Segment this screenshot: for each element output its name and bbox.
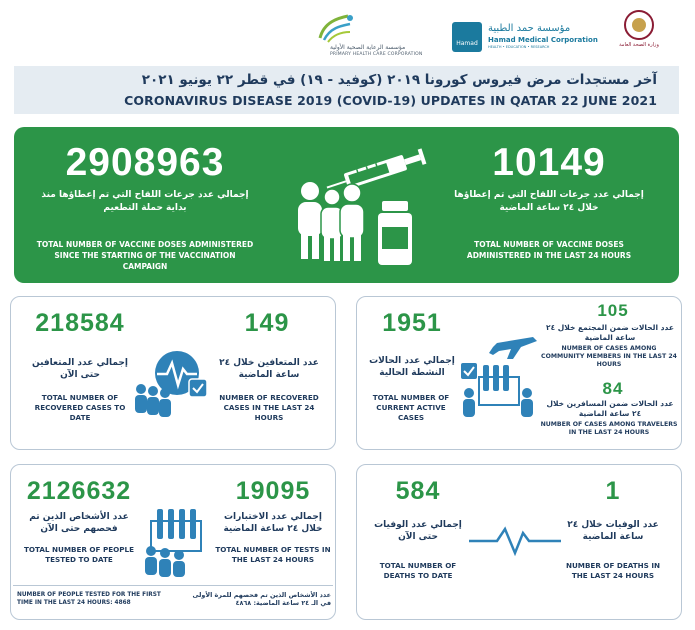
hmc-english-name: Hamad Medical Corporation (488, 36, 598, 44)
recovered-daily-arabic-label: عدد المتعافين خلال ٢٤ ساعة الماضية (219, 358, 319, 380)
recovered-card (10, 296, 336, 450)
deaths-total-english-label: TOTAL NUMBER OF DEATHS TO DATE (379, 561, 457, 580)
daily-tests-english-label: TOTAL NUMBER OF TESTS IN THE LAST 24 HOURS (215, 545, 331, 564)
community-cases-arabic-label: عدد الحالات ضمن المجتمع خلال ٢٤ ساعة الماضية (546, 323, 674, 342)
title-band (14, 66, 679, 114)
phcc-logo (300, 12, 440, 58)
recovered-total-value: 218584 (35, 309, 125, 337)
people-tested-value: 2126632 (26, 477, 132, 505)
test-tubes-people-icon (141, 499, 211, 577)
deaths-total-value: 584 (395, 477, 441, 505)
daily-doses-arabic-label: إجمالي عدد جرعات اللقاح التي تم إعطاؤها خلال ٢٤ ساعة الماضية (454, 190, 644, 213)
people-tested-english-label: TOTAL NUMBER OF PEOPLE TESTED TO DATE (24, 545, 134, 564)
title-arabic: آخر مستجدات مرض فيروس كورونا ٢٠١٩ (كوفيد - ١٩) في قطر ٢٢ يونيو ٢٠٢١ (141, 72, 657, 88)
recovered-daily-value: 149 (244, 309, 290, 337)
active-total-english-label: TOTAL NUMBER OF CURRENT ACTIVE CASES (372, 393, 450, 422)
active-cases-airplane-icon (459, 333, 541, 419)
community-cases-english-label: NUMBER OF CASES AMONG COMMUNITY MEMBERS IN THE LAST 24 HOURS (541, 345, 677, 368)
hmc-arabic-name: مؤسسة حمد الطبية (488, 23, 571, 34)
community-cases-value: 105 (597, 301, 629, 320)
first-time-tests-english: NUMBER OF PEOPLE TESTED FOR THE FIRST TIME IN THE LAST 24 HOURS: 4868 (17, 592, 161, 606)
tests-divider (13, 585, 333, 586)
active-total-arabic-label: إجمالي عدد الحالات النشطة الحالية (369, 356, 455, 378)
header (0, 0, 695, 62)
first-time-tests-arabic: عدد الأشخاص الذين تم فحصهم للمرة الأولى في الـ ٢٤ ساعة الماضية: ٤٨٦٨ (192, 591, 331, 607)
vaccine-card (14, 127, 679, 283)
tests-card (10, 464, 336, 620)
vaccination-people-icon (274, 139, 434, 269)
hmc-tagline: HEALTH • EDUCATION • RESEARCH (488, 45, 550, 49)
recovered-daily-english-label: NUMBER OF RECOVERED CASES IN THE LAST 24 HOURS (219, 393, 319, 422)
phcc-swirl-icon (314, 12, 354, 44)
total-doses-arabic-label: إجمالي عدد جرعات اللقاح التي تم إعطاؤها منذ بداية حملة التطعيم (41, 190, 249, 213)
deaths-daily-english-label: NUMBER OF DEATHS IN THE LAST 24 HOURS (565, 561, 661, 580)
traveler-cases-english-label: NUMBER OF CASES AMONG TRAVELERS IN THE LAST 24 HOURS (540, 421, 678, 436)
recovered-total-arabic-label: إجمالي عدد المتعافين حتى الآن (32, 358, 128, 380)
hmc-logo (452, 22, 598, 54)
recovered-people-icon (131, 341, 217, 419)
moph-emblem-icon (624, 10, 654, 40)
deaths-daily-arabic-label: عدد الوفيات خلال ٢٤ ساعة الماضية (567, 520, 659, 542)
moph-logo (616, 10, 662, 56)
people-tested-arabic-label: عدد الأشخاص الذين تم فحصهم حتى الآن (29, 512, 129, 534)
deaths-total-arabic-label: إجمالي عدد الوفيات حتى الآن (374, 520, 462, 542)
title-english: CORONAVIRUS DISEASE 2019 (COVID-19) UPDATES IN QATAR 22 JUNE 2021 (124, 93, 657, 108)
phcc-english-name: PRIMARY HEALTH CARE CORPORATION (330, 52, 423, 57)
phcc-arabic-name: مؤسسة الرعاية الصحية الأولية (330, 44, 406, 51)
daily-tests-value: 19095 (235, 477, 311, 505)
active-total-value: 1951 (382, 309, 442, 337)
deaths-card (356, 464, 682, 620)
recovered-total-english-label: TOTAL NUMBER OF RECOVERED CASES TO DATE (34, 393, 126, 422)
heartbeat-line-icon (469, 523, 561, 557)
total-doses-english-label: TOTAL NUMBER OF VACCINE DOSES ADMINISTERED SINCE THE STARTING OF THE VACCINATION CAMPAIGN (36, 240, 254, 271)
moph-arabic-name: وزارة الصحة العامة (619, 42, 659, 48)
traveler-cases-value: 84 (602, 379, 624, 398)
total-doses-value: 2908963 (65, 141, 225, 184)
deaths-daily-value: 1 (605, 477, 621, 505)
traveler-cases-arabic-label: عدد الحالات ضمن المسافرين خلال ٢٤ ساعة الماضية (546, 399, 674, 418)
hmc-emblem: Hamad (452, 22, 482, 52)
active-cases-card (356, 296, 682, 450)
daily-doses-value: 10149 (492, 141, 606, 184)
daily-tests-arabic-label: إجمالي عدد الاختبارات خلال ٢٤ ساعة الماضية (223, 512, 323, 534)
daily-doses-english-label: TOTAL NUMBER OF VACCINE DOSES ADMINISTERED IN THE LAST 24 HOURS (466, 240, 632, 260)
